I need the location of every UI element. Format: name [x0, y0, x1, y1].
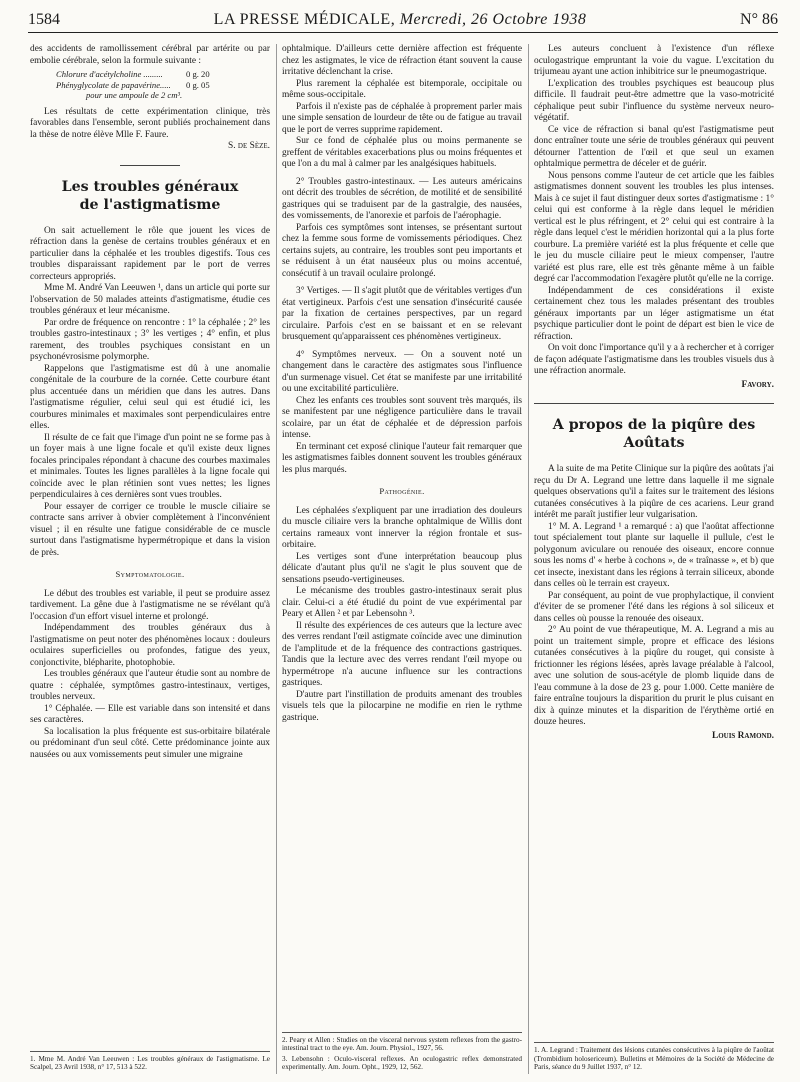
paragraph: Par ordre de fréquence on rencontre : 1° la céphalée ; 2° les troubles gastro-intestinaux ; 3° les vertiges ; 4° enfin, et plus rarement, des troubles psychiques consistant en un psychonévrosisme polymorphe.: [30, 317, 270, 362]
paragraph: Parfois ces symptômes sont intenses, se présentant surtout chez la femme sous forme de vomissements périodiques. Chez certains sujets, au contraire, les troubles sont peu importants et se réduisent à un état nauséeux plus ou moins accentué, consécutif à un travail oculaire prolongé.: [282, 222, 522, 279]
masthead-title: LA PRESSE MÉDICALE,: [213, 11, 396, 28]
paragraph: Sa localisation la plus fréquente est sus-orbitaire bilatérale ou prédominant d'un seul côté. Cette prédominance jointe aux nausées ou aux vomissements peut simuler une migraine: [30, 726, 270, 760]
paragraph: Ce vice de réfraction si banal qu'est l'astigmatisme peut donc entraîner toute une série de troubles généraux qui peuvent détourner l'attention de l'œil et que seul un examen ophtalmique permettra de déceler et de guérir.: [534, 124, 774, 169]
results-signature-row: [30, 141, 270, 153]
paragraph: Le début des troubles est variable, il peut se produire assez tardivement. La gêne due à l'astigmatisme ne se révélant qu'à l'occasion d'un effort visuel interne et prolongé.: [30, 588, 270, 622]
formula-line: Phényglycolate de papavérine..... 0 g. 05: [56, 79, 210, 90]
paragraph: Parfois il n'existe pas de céphalée à proprement parler mais une simple sensation de lourdeur de tête ou de fatigue au travail que le port de verres supprime rapidement.: [282, 101, 522, 135]
page-header: [28, 8, 778, 33]
footnote: 3. Lebensohn : Oculo-visceral reflexes. An oculogastric reflex demonstrated experimentally. Am. Journ. Opht., 1929, 12, 562.: [282, 1054, 522, 1072]
section-divider: [120, 165, 180, 166]
formula-note: pour une ampoule de 2 cm³.: [86, 90, 183, 100]
footnote-block: [282, 1032, 522, 1074]
paragraph: L'explication des troubles psychiques est beaucoup plus difficile. Il faudrait peut-être admettre que la vaso-motricité céphalique peut subir l'influence du système nerveux neuro-végétatif.: [534, 78, 774, 123]
page-number: 1584: [28, 11, 60, 28]
paragraph: Les auteurs concluent à l'existence d'un réflexe oculogastrique empruntant la voie du vague. L'excitation du trijumeau ayant une action inhibitrice sur le pneumogastrique.: [534, 44, 774, 77]
column-rule: [276, 44, 277, 1074]
paragraph: Il résulte des expériences de ces auteurs que la lecture avec des verres rendant l'œil astigmate coïncide avec une diminution de l'amplitude et de la fréquence des contractions gastriques. Tandis que la lecture avec des verres rendant l'œil myope ou hypermétrope n'a aucune influence sur les contractions gastriques.: [282, 620, 522, 688]
paragraph: Indépendamment de ces considérations il existe certainement chez tous les malades présentant des troubles généraux importants par un léger astigmatisme un état psychique particulier dont le point de départ est bien le vice de réfraction.: [534, 285, 774, 342]
paragraph: Indépendamment des troubles généraux dus à l'astigmatisme on peut noter des phénomènes locaux : douleurs oculaires superficielles ou profondes, fatigue des yeux, conjonctivite, blépharite, photophobie.: [30, 623, 270, 668]
paragraph: 2° Au point de vue thérapeutique, M. A. Legrand a mis au point un traitement simple, propre et efficace des lésions cutanées consécutives à la piqûre du rouget, qui consiste à frictionner les régions lésées, après lavage préalable à l'alcool, avec une solution de sous-acétyle de plomb liquide dans de l'eau commune à la dose de 23 g. pour 1.000. Cette manière de faire entraîne toujours la disparition du prurit le plus cuisant en dix à quinze minutes et la disparition de l'érythème ortié en douze heures.: [534, 625, 774, 727]
paragraph: Rappelons que l'astigmatisme est dû à une anomalie congénitale de la courbure de la cornée. Cette courbure étant plus accentuée dans un méridien que dans les autres. Dans l'astigmatisme régulier, celui seul qui est étudié ici, les courbures minimales et maximales sont perpendiculaires entre elles.: [30, 363, 270, 431]
intro-fragment: des accidents de ramollissement cérébral par artérite ou par embolie cérébrale, selon la formule suivante :: [30, 44, 270, 66]
article-signature: Favory.: [741, 379, 774, 390]
paragraph: Le mécanisme des troubles gastro-intestinaux serait plus clair. Celui-ci a été étudié du point de vue expérimental par Peary et Allen ² et par Lebensohn ³.: [282, 586, 522, 619]
article-signature: Louis Ramond.: [711, 730, 774, 741]
formula-line: Chlorure d'acétylcholine ......... 0 g. 20: [56, 69, 210, 79]
paragraph: 4° Symptômes nerveux. — On a souvent noté un changement dans le caractère des astigmates sous l'influence d'un surmenage visuel. Cet état se manifeste par une irritabilité ou une excitabilité particulière.: [282, 349, 522, 394]
paragraph: ophtalmique. D'ailleurs cette dernière affection est fréquente chez les astigmates, le vice de réfraction étant souvent la cause irritative déclenchant la crise.: [282, 44, 522, 77]
section-divider: [534, 403, 774, 404]
paragraph: Plus rarement la céphalée est bitemporale, occipitale ou même sous-occipitale.: [282, 78, 522, 100]
column-2: [282, 44, 522, 1074]
footnote-block: [534, 1042, 774, 1074]
paragraph: Mme M. André Van Leeuwen ¹, dans un article qui porte sur l'observation de 50 malades atteints d'astigmatisme, étudie ces troubles généraux et leur mécanisme.: [30, 283, 270, 316]
masthead: [214, 11, 587, 29]
paragraph: A la suite de ma Petite Clinique sur la piqûre des aoûtats j'ai reçu du Dr A. Legrand une lettre dans laquelle il me signale quelques observations qu'il a faites sur le traitement des lésions cutanées consécutives à la piqûre de ces acariens. Leur grand intérêt me paraît justifier leur vulgarisation.: [534, 464, 774, 520]
paragraph: On sait actuellement le rôle que jouent les vices de réfraction dans la genèse de certains troubles généraux et en particulier dans la céphalée et les troubles digestifs. Tous ces troubles disparaissant rapidement par le port de verres correcteurs appropriés.: [30, 225, 270, 282]
paragraph: 2° Troubles gastro-intestinaux. — Les auteurs américains ont décrit des troubles de sécrétion, de motilité et de sensibilité gastriques qui se traduisent par de la gastralgie, des nausées, des vomissements, de l'anorexie et parfois de l'aérophagie.: [282, 176, 522, 221]
column-rule: [528, 44, 529, 1074]
issue-number: N° 86: [740, 11, 778, 28]
paragraph: Sur ce fond de céphalée plus ou moins permanente se greffent de véritables exacerbations plus ou moins fréquentes et que l'on a du mal à calmer par les analgésiques habituels.: [282, 136, 522, 169]
paragraph: Il résulte de ce fait que l'image d'un point ne se forme pas à un foyer mais à une ligne focale et qu'il existe deux lignes focales principales répondant à chacune des courbes maximales et minimales. Toutes les lignes parallèles à la ligne focale qui coïncide avec le plan rétinien sont vues nettes; les lignes perpendiculaires à ces dernières sont vues troubles.: [30, 432, 270, 500]
footnote-block: [30, 1051, 270, 1074]
paragraph: En terminant cet exposé clinique l'auteur fait remarquer que les astigmatismes faibles donnent souvent les troubles généraux les plus marqués.: [282, 441, 522, 475]
column-3: [534, 44, 774, 1074]
column-1: [30, 44, 270, 1074]
paragraph: 1° Céphalée. — Elle est variable dans son intensité et dans ses caractères.: [30, 703, 270, 725]
footnote: 1. Mme M. André Van Leeuwen : Les troubles généraux de l'astigmatisme. Le Scalpel, 23 Avril 1938, n° 17, 513 à 522.: [30, 1054, 270, 1072]
footnote: 2. Peary et Allen : Studies on the visceral nervous system reflexes from the gastro-intestinal tract to the eye. Am. Journ. Physiol., 1927, 56.: [282, 1035, 522, 1053]
paragraph: On voit donc l'importance qu'il y a à rechercher et à corriger de façon adéquate l'astigmatisme dans les troubles visuels dus à une réfraction anormale.: [534, 343, 774, 376]
paragraph: Pour essayer de corriger ce trouble le muscle ciliaire se contracte sans arriver à obvier complètement à l'inconvénient visuel ; il en résulte une fatigue considérable de ce muscle surtout dans l'astigmatisme hypermétropique et dans la vision de près.: [30, 501, 270, 558]
results-paragraph: Les résultats de cette expérimentation clinique, très favorables dans l'ensemble, seront publiés prochainement dans la thèse de notre élève Mlle F. Faure.: [30, 106, 270, 140]
paragraph: Les vertiges sont d'une interprétation beaucoup plus délicate d'autant plus qu'il ne s'agit le plus souvent que de sensations pseudo-vertigineuses.: [282, 551, 522, 585]
results-signature: S. de Sèze.: [228, 141, 270, 151]
paragraph: Nous pensons comme l'auteur de cet article que les faibles astigmatismes donnent souvent les troubles les plus intenses. Mais à ce sujet il faut distinguer deux sortes d'astigmatisme : 1° celui qui est conforme à la règle dans lequel le méridien vertical est le plus réfringent, et 2° celui qui est contraire à la règle dans lequel c'est le méridien horizontal qui a la plus forte courbure. La première variété est la plus fréquente et celle que le jeu du muscle ciliaire peut le mieux compenser, l'autre variété est plus rare, elle est très gênante même à un faible degré car l'accommodation l'exagère plutôt qu'elle ne la corrige.: [534, 170, 774, 284]
paragraph: Les troubles généraux que l'auteur étudie sont au nombre de quatre : céphalée, symptômes gastro-intestinaux, vertiges, troubles nerveux.: [30, 669, 270, 702]
paragraph: Les céphalées s'expliquent par une irradiation des douleurs du muscle ciliaire vers la branche ophtalmique de Willis dont certains rameaux vont innerver la région frontale et sus-orbitaire.: [282, 505, 522, 550]
paragraph: D'autre part l'instillation de produits amenant des troubles visuels tels que la pilocarpine ne modifie en rien le rythme gastrique.: [282, 689, 522, 723]
section-heading: Pathogénie.: [379, 486, 425, 496]
paragraph: Chez les enfants ces troubles sont souvent très marqués, ils se manifestent par une négligence particulière dans le travail scolaire, par un état de céphalée et de dépression parfois intense.: [282, 395, 522, 440]
article-title: A propos de la piqûre des Aoûtats: [552, 417, 756, 451]
footnote: 1. A. Legrand : Traitement des lésions cutanées consécutives à la piqûre de l'aoûtat (Trombidium holosericeum). Bulletins et Mémoires de la Société de Médecine de Paris, séance du 9 Juillet 1937, n° 12.: [534, 1046, 774, 1072]
paragraph: 3° Vertiges. — Il s'agit plutôt que de véritables vertiges d'un état vertigineux. Parfois c'est une sensation d'insécurité causée par la fixation de certaines perspectives, par un regard circulaire. Parfois c'est en se baissant et en se relevant brusquement qu'apparaissent ces phénomènes vertigineux.: [282, 286, 522, 342]
paragraph: 1° M. A. Legrand ¹ a remarqué : a) que l'aoûtat affectionne tout spécialement tout plante sur laquelle il pullule, c'est le polygonum aviculare ou renouée des oiseaux, encore connue sous les noms d' « herbe à cochons », de « traînasse », et b) que cet insecte, inexistant dans les régions à terrain siliceux, abonde dans celles où le terrain est crayeux.: [534, 521, 774, 589]
article-title: Les troubles généraux de l'astigmatisme: [61, 178, 239, 213]
issue-date: Mercredi, 26 Octobre 1938: [399, 11, 587, 28]
section-heading: Symptomatologie.: [115, 569, 185, 579]
paragraph: Par conséquent, au point de vue prophylactique, il convient d'éviter de se promener l'été dans les régions à sol siliceux et dans celles où pousse la renouée des oiseaux.: [534, 590, 774, 624]
formula: [56, 69, 270, 101]
